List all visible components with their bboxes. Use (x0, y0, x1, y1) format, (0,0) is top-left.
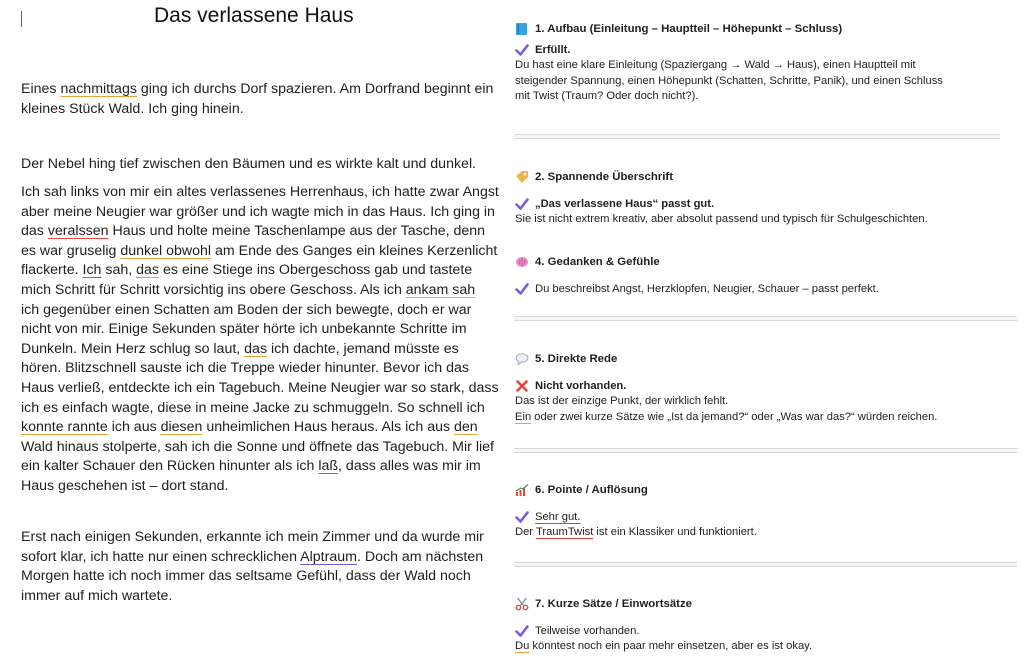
blue-book-icon (515, 22, 529, 36)
text-line: immer auf mich wartete. (21, 587, 173, 604)
verdict-text: Nicht vorhanden. (535, 379, 627, 392)
verdict-text: „Das verlassene Haus“ passt gut. (535, 197, 715, 210)
text-segment: mich Schritt für Schritt vorsichtig ins obere Geschoss. Als ich (21, 281, 406, 298)
text-segment: das (21, 223, 48, 240)
text-segment: Haus und holte meine Taschenlampe aus der Tasche, denn (108, 223, 486, 240)
text-line: ich gegenüber einen Schatten am Boden der sich bewegte, doch er war (21, 301, 472, 318)
text-line: Ich sah links von mir ein altes verlassenes Herrenhaus, ich hatte zwar Angst (21, 184, 499, 200)
spelling-flag[interactable]: laß (318, 458, 339, 475)
chart-increasing-icon (515, 483, 529, 497)
essay-title: Das verlassene Haus (154, 4, 354, 27)
cross-mark-icon (515, 379, 529, 393)
text-line: hören. Blitzschnell sauste ich die Treppe wieder hinunter. Bevor ich das (21, 360, 469, 377)
text-segment: sah, (101, 262, 137, 279)
text-line: Erst nach einigen Sekunden, erkannte ich mein Zimmer und da wurde mir (21, 529, 484, 545)
feedback-section-direct-speech (515, 350, 1015, 425)
text-line (21, 80, 507, 100)
label-tag-icon (515, 170, 529, 184)
grammar-flag[interactable]: diesen (160, 419, 203, 436)
section-divider (514, 448, 1017, 453)
text-line (21, 281, 507, 301)
text-segment: Der (515, 526, 536, 538)
section-body (515, 212, 1015, 228)
grammar-flag[interactable]: dunkel obwohl (120, 242, 212, 259)
verdict-text[interactable]: Sehr gut. (535, 510, 581, 523)
section-heading-text: 1. Aufbau (Einleitung – Hauptteil – Höhepunkt – Schluss) (535, 22, 843, 35)
section-body (515, 58, 1015, 105)
feedback-section-punchline (515, 481, 1015, 541)
verdict (515, 195, 1015, 212)
text-line: aber meine Neugier war größer und ich wagte mich in das Haus. Ich ging in (21, 203, 495, 220)
feedback-section-short-sentences (515, 595, 1015, 655)
check-mark-icon (515, 43, 529, 57)
text-segment: Eines (21, 81, 61, 97)
grammar-flag[interactable]: ankam sah (405, 281, 476, 298)
brain-icon (515, 255, 529, 269)
section-heading (515, 481, 1015, 498)
section-heading-text: 4. Gedanken & Gefühle (535, 255, 660, 268)
text-line (21, 261, 507, 281)
grammar-flag[interactable]: das (244, 340, 268, 357)
speech-bubble-icon (515, 352, 529, 366)
body-line: Du hast eine klare Einleitung (Spaziergang → Wald → Haus), einen Hauptteil mit (515, 59, 916, 71)
check-mark-icon (515, 624, 529, 638)
text-segment: Dunkeln. Mein Herz schlug so laut, (21, 340, 245, 357)
section-heading-text: 2. Spannende Überschrift (535, 170, 673, 183)
text-line: Wald hinaus stolperte, sah ich die Sonne und öffnete das Tagebuch. Mir lief (21, 438, 494, 455)
body-line: Sie ist nicht extrem kreativ, aber absolut passend und typisch für Schulgeschichten. (515, 213, 928, 225)
text-line: Haus verließ, entdeckte ich ein Tagebuch. Meine Neugier war so stark, dass (21, 379, 499, 396)
paragraph-2[interactable] (21, 155, 507, 175)
text-cursor (21, 11, 22, 27)
grammar-flag[interactable]: nachmittags (60, 81, 137, 97)
text-segment: ich dachte, jemand müsste es (267, 340, 459, 357)
section-divider (514, 562, 1017, 567)
grammar-flag[interactable]: konnte rannte (21, 419, 108, 436)
section-heading (515, 168, 1015, 185)
section-divider (514, 134, 1000, 139)
feedback-section-structure (515, 20, 1015, 105)
text-segment: , dass alles was mir im (338, 458, 481, 475)
body-line (515, 639, 1015, 655)
text-segment: es eine Stiege ins Obergeschoss gab und tastete (159, 262, 473, 279)
text-segment: sofort klar, ich hatte nur einen schrecklichen (21, 548, 301, 565)
text-line (21, 242, 507, 262)
text-segment: ging ich durchs Dorf spazieren. Am Dorfrand beginnt ein (136, 81, 494, 97)
spelling-flag[interactable]: veralssen (47, 223, 109, 240)
text-segment: . Doch am nächsten (356, 548, 484, 565)
section-body (515, 525, 1015, 541)
verdict (515, 508, 1015, 525)
section-body (515, 394, 1015, 425)
text-line (21, 457, 507, 477)
feedback-panel (512, 0, 1024, 663)
verdict-text: Teilweise vorhanden. (535, 624, 640, 637)
check-mark-icon (515, 510, 529, 524)
text-line: nicht von mir. Einige Sekunden später hörte ich unbekannte Schritte im (21, 321, 467, 338)
scissors-icon (515, 597, 529, 611)
feedback-section-headline (515, 168, 1015, 228)
grammar-flag[interactable]: Ein (515, 410, 532, 423)
section-heading (515, 20, 1015, 37)
grammar-flag[interactable]: den (454, 419, 478, 436)
text-segment: könntest noch ein paar mehr einsetzen, aber es ist okay. (529, 640, 813, 652)
section-body (515, 639, 1015, 655)
paragraph-4[interactable] (21, 528, 507, 606)
essay-document[interactable] (0, 0, 510, 663)
grammar-flag[interactable]: das (136, 262, 160, 279)
style-flag[interactable]: Alptraum (300, 548, 357, 565)
section-divider (514, 316, 1017, 321)
paragraph-3[interactable] (21, 183, 507, 497)
verdict-text: Du beschreibst Angst, Herzklopfen, Neugier, Schauer – passt perfekt. (535, 282, 879, 295)
text-segment: flackerte. (21, 262, 83, 279)
feedback-section-feelings (515, 253, 1015, 297)
paragraph-1[interactable] (21, 80, 507, 119)
text-segment: ich aus (107, 419, 161, 436)
verdict (515, 280, 1015, 297)
text-line (21, 340, 507, 360)
body-line (515, 525, 1015, 541)
verdict (515, 622, 1015, 639)
body-line: steigender Spannung, einen Höhepunkt (Schatten, Schritte, Panik), und einen Schluss (515, 74, 943, 87)
section-heading (515, 595, 1015, 612)
section-heading-text: 7. Kurze Sätze / Einwortsätze (535, 597, 692, 610)
text-line: Haus geschehen ist – dort stand. (21, 477, 229, 494)
section-heading-text: 6. Pointe / Auflösung (535, 483, 648, 496)
section-heading (515, 350, 1015, 367)
text-line: Morgen hatte ich noch immer das seltsame Gefühl, dass der Wald noch (21, 568, 471, 585)
body-line (515, 410, 1015, 426)
text-segment: ein kalter Schauer den Rücken hinunter als ich (21, 458, 319, 475)
text-segment: unheimlichen Haus heraus. Als ich aus (202, 419, 455, 436)
text-line: kleines Stück Wald. Ich ging hinein. (21, 100, 244, 117)
verdict-text: Erfüllt. (535, 43, 571, 56)
text-line: ich es einfach wagte, diese in meine Jacke zu schmuggeln. So schnell ich (21, 399, 485, 416)
verdict (515, 41, 1015, 58)
text-segment: am Ende des Ganges ein kleines Kerzenlicht (211, 242, 498, 259)
text-segment: es war gruselig (21, 242, 121, 259)
section-heading-text: 5. Direkte Rede (535, 352, 618, 365)
check-mark-icon (515, 197, 529, 211)
section-heading (515, 253, 1015, 270)
text-line (21, 222, 507, 242)
text-line: Der Nebel hing tief zwischen den Bäumen und es wirkte kalt und dunkel. (21, 156, 477, 172)
style-flag[interactable]: Ich (82, 262, 102, 279)
spelling-flag[interactable]: TraumTwist (535, 526, 594, 538)
grammar-flag[interactable]: Du (515, 640, 530, 652)
text-line (21, 548, 507, 568)
body-line: mit Twist (Traum? Oder doch nicht?). (515, 90, 699, 102)
verdict (515, 377, 1015, 394)
text-segment: ist ein Klassiker und funktioniert. (593, 526, 757, 538)
text-segment: oder zwei kurze Sätze wie „Ist da jemand?“ oder „Was war das?“ würden reichen. (531, 410, 938, 423)
body-line: Das ist der einzige Punkt, der wirklich fehlt. (515, 395, 729, 407)
check-mark-icon (515, 282, 529, 296)
text-line (21, 418, 507, 438)
